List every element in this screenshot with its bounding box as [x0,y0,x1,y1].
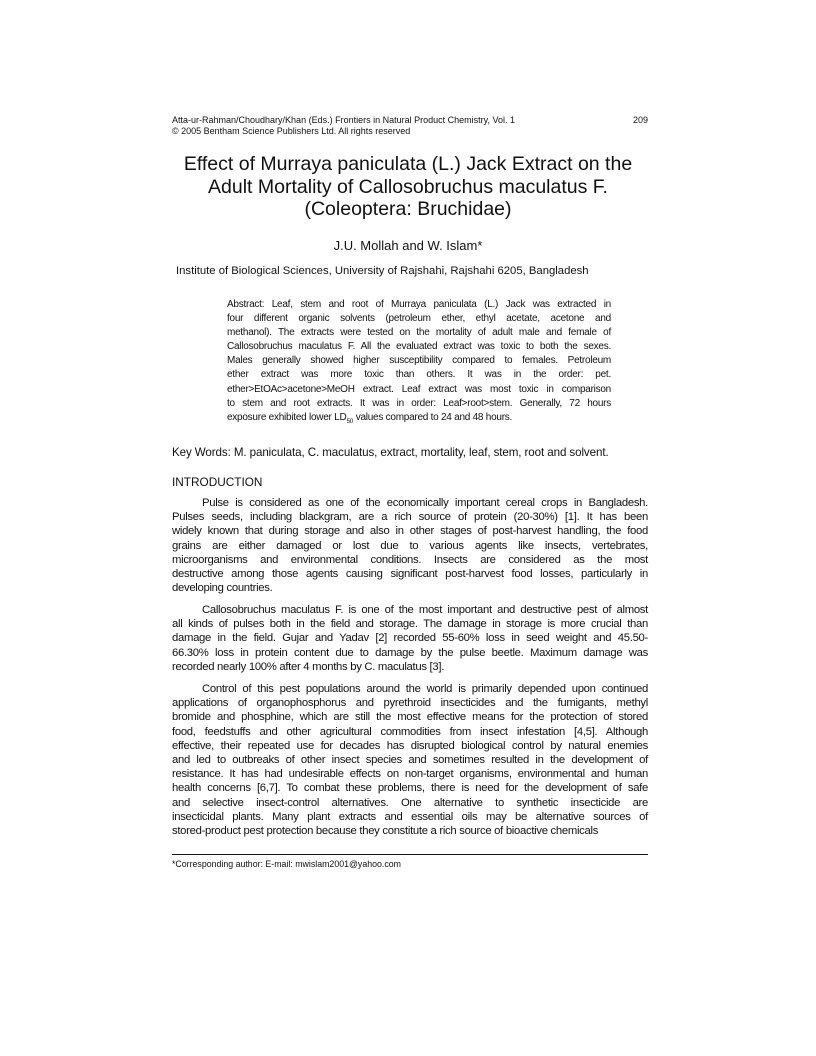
paragraph-line: Callosobruchus maculatus F. is one of the most important and destructive pest of almost [202,604,648,616]
title-line: Adult Mortality of Callosobruchus maculatus F. [208,175,608,198]
paragraph-line: stored-product pest protection because they constitute a rich source of bioactive chemicals [172,825,599,838]
journal-citation: Atta-ur-Rahman/Choudhary/Khan (Eds.) Frontiers in Natural Product Chemistry, Vol. 1 [172,115,515,125]
paragraph-line: effective, their repeated use for decades has disrupted biological control by natural enemies [172,739,648,752]
authors: J.U. Mollah and W. Islam* [333,238,483,253]
paragraph-line: recorded nearly 100% after 4 months by C. maculatus [3]. [172,660,445,673]
paragraph-line: widely known that during storage and also in other stages of post-harvest handling, the food [172,525,648,538]
abstract-line: four different organic solvents (petroleum ether, ethyl acetate, acetone and [227,313,611,325]
paragraph-line: applications of organophosphorus and pyrethroid insecticides and the fumigants, methyl [172,697,648,710]
paragraph-line: grains are either damaged or lost due to various agents like insects, vertebrates, [172,539,648,552]
abstract-line: Males generally showed higher susceptibility compared to females. Petroleum [227,355,611,367]
paragraph-line: and led to outbreaks of other insect species and sometimes resulted in the development of [172,754,648,767]
paragraph-3 [172,682,648,838]
abstract-line: Abstract: Leaf, stem and root of Murraya paniculata (L.) Jack was extracted in [227,299,611,310]
abstract [227,298,611,429]
paragraph-line: all kinds of pulses both in the field and storage. The damage in storage is more crucial than [172,618,648,631]
subscript: 50 [346,417,354,425]
paragraph-line: insecticidal plants. Many plant extracts and essential oils may be alternative sources of [172,810,648,823]
title-line: Effect of Murraya paniculata (L.) Jack Extract on the [183,153,633,175]
institution: Institute of Biological Sciences, University of Rajshahi, Rajshahi 6205, Bangladesh [176,265,589,277]
paragraph-line: 66.30% loss in protein content due to damage by the pulse beetle. Maximum damage was [172,646,648,659]
paragraph-line: destructive among those agents causing significant post-harvest food losses, particularly in [172,568,648,581]
paragraph-line: bromide and phosphine, which are still the most effective means for the protection of stored [172,711,648,724]
title-line: (Coleoptera: Bruchidae) [304,198,512,220]
paragraph-line: Control of this pest populations around the world is primarily depended upon continued [202,683,648,695]
paper-title [150,153,666,221]
abstract-line: ether>EtOAc>acetone>MeOH extract. Leaf extract was most toxic in comparison [227,383,611,395]
paragraph-line: developing countries. [172,582,273,595]
copyright: © 2005 Bentham Science Publishers Ltd. All rights reserved [172,126,411,136]
abstract-text: values compared to 24 and 48 hours. [353,411,513,423]
paragraph-line: damage in the field. Gujar and Yadav [2] recorded 55-60% loss in seed weight and 45.50- [172,632,648,645]
abstract-line: methanol). The extracts were tested on the mortality of adult male and female of [227,327,611,339]
abstract-line [227,411,611,429]
paragraph-line: food, feedstuffs and other agricultural commodities from insect infestation [4,5]. Although [172,725,648,738]
paragraph-2 [172,603,648,674]
paragraph-line: Pulses seeds, including blackgram, are a rich source of protein (20-30%) [1]. It has been [172,511,648,524]
abstract-line: Callosobruchus maculatus F. All the evaluated extract was toxic to both the sexes. [227,341,611,353]
paragraph-1 [172,496,648,595]
abstract-line: to stem and root extracts. It was in order: Leaf>root>stem. Generally, 72 hours [227,397,611,409]
page-number: 209 [632,115,648,125]
running-header [172,115,648,137]
footnote-divider [172,854,648,855]
paragraph-line: microorganisms and environmental conditions. Insects are considered as the most [172,553,648,566]
paragraph-line: resistance. It has had undesirable effects on non-target organisms, environmental and human [172,768,648,781]
section-heading: INTRODUCTION [172,475,263,489]
paragraph-line: health concerns [6,7]. To combat these problems, there is need for the development of safe [172,782,648,795]
paragraph-line: Pulse is considered as one of the economically important cereal crops in Bangladesh. [202,497,648,509]
paragraph-line: and selective insect-control alternatives. One alternative to synthetic insecticide are [172,796,648,809]
keywords: Key Words: M. paniculata, C. maculatus, extract, mortality, leaf, stem, root and solvent. [172,446,609,459]
abstract-line: ether extract was more toxic than others. It was in the order: pet. [227,369,611,381]
abstract-text: exposure exhibited lower LD [227,411,347,423]
footnote: *Corresponding author: E-mail: mwislam2001@yahoo.com [172,859,401,869]
